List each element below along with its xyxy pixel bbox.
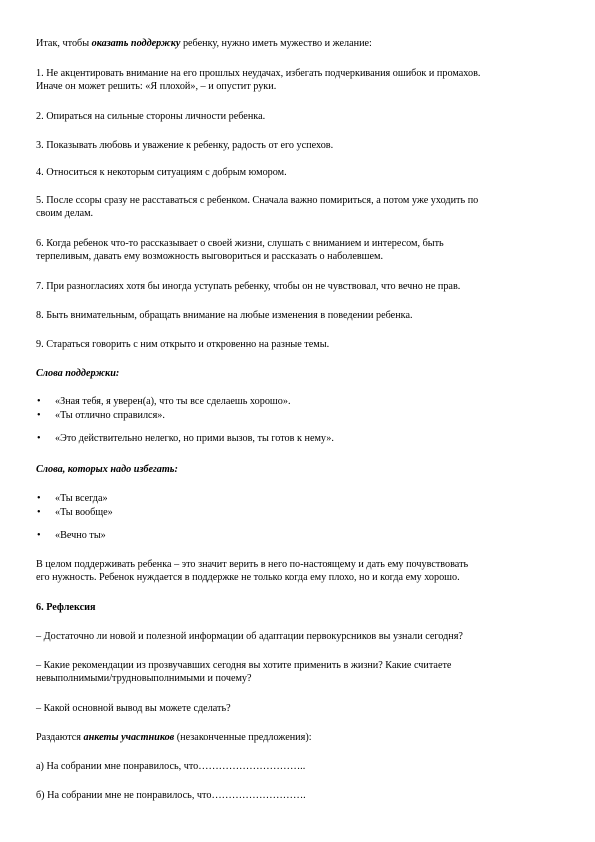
list-item-9 (36, 338, 558, 351)
support-word-text: «Зная тебя, я уверен(а), что ты все сделаешь хорошо». (55, 396, 291, 407)
avoid-word-text: «Ты вообще» (55, 507, 113, 518)
list-item-6 (36, 237, 558, 263)
list-item-9-text: 9. Стараться говорить с ним открыто и откровенно на разные темы. (36, 339, 330, 350)
list-item-8 (36, 309, 558, 322)
reflection-question-1: – Достаточно ли новой и полезной информации об адаптации первокурсников вы узнали сегодня? (36, 631, 463, 642)
avoid-heading: Слова, которых надо избегать: (36, 464, 178, 475)
questionnaire-intro-after: (незаконченные предложения): (174, 732, 312, 743)
list-item-6-line2: терпеливым, давать ему возможность выговориться и рассказать о наболевшем. (36, 251, 384, 262)
avoid-word-item (37, 529, 106, 542)
list-item-4 (36, 166, 558, 179)
conclusion-line1: В целом поддерживать ребенка – это значит верить в него по-настоящему и дать ему почувствовать (36, 559, 469, 570)
list-item-5 (36, 194, 558, 220)
bullet-icon: • (37, 530, 41, 541)
list-item-5-line1: 5. После ссоры сразу не расставаться с ребенком. Сначала важно помириться, а потом уже уходить по (36, 195, 479, 206)
list-item-1 (36, 67, 558, 93)
support-word-item (37, 432, 334, 445)
conclusion-paragraph (36, 558, 558, 584)
questionnaire-intro (36, 731, 558, 744)
support-word-item (37, 395, 291, 408)
intro-text-after: ребенку, нужно иметь мужество и желание: (180, 38, 372, 49)
reflection-question-2 (36, 659, 558, 685)
avoid-word-text: «Вечно ты» (55, 530, 106, 541)
unfinished-sentence-a: а) На собрании мне понравилось, что………………………….. (36, 761, 306, 772)
unfinished-sentence-b: б) На собрании мне не понравилось, что………………………. (36, 790, 306, 801)
intro-paragraph (36, 37, 558, 50)
bullet-icon: • (37, 493, 41, 504)
support-word-item (37, 409, 165, 422)
bullet-icon: • (37, 507, 41, 518)
support-word-text: «Ты отлично справился». (55, 410, 165, 421)
reflection-question-2-line2: невыполнимыми/трудновыполнимыми и почему? (36, 673, 252, 684)
list-item-3 (36, 139, 558, 152)
support-word-text: «Это действительно нелегко, но прими вызов, ты готов к нему». (55, 433, 334, 444)
intro-text-before: Итак, чтобы (36, 38, 92, 49)
list-item-3-text: 3. Показывать любовь и уважение к ребенку, радость от его успехов. (36, 140, 334, 151)
conclusion-line2: его нужность. Ребенок нуждается в поддержке не только когда ему плохо, но и когда ему хорошо. (36, 572, 460, 583)
list-item-8-text: 8. Быть внимательным, обращать внимание на любые изменения в поведении ребенка. (36, 310, 413, 321)
list-item-2 (36, 110, 558, 123)
reflection-question-3: – Какой основной вывод вы можете сделать? (36, 703, 231, 714)
list-item-2-text: 2. Опираться на сильные стороны личности ребенка. (36, 111, 266, 122)
list-item-6-line1: 6. Когда ребенок что-то рассказывает о своей жизни, слушать с вниманием и интересом, быть (36, 238, 444, 249)
list-item-4-text: 4. Относиться к некоторым ситуациям с добрым юмором. (36, 167, 287, 178)
bullet-icon: • (37, 396, 41, 407)
avoid-word-item (37, 506, 113, 519)
reflection-question-2-line1: – Какие рекомендации из прозвучавших сегодня вы хотите применить в жизни? Какие считаете (36, 660, 452, 671)
questionnaire-intro-before: Раздаются (36, 732, 84, 743)
questionnaire-intro-emphasis: анкеты участников (83, 732, 175, 743)
list-item-1-line2: Иначе он может решить: «Я плохой», – и опустит руки. (36, 81, 277, 92)
avoid-word-item (37, 492, 108, 505)
list-item-1-line1: 1. Не акцентировать внимание на его прошлых неудачах, избегать подчеркивания ошибок и промахов. (36, 68, 481, 79)
support-heading: Слова поддержки: (36, 368, 120, 379)
intro-emphasis: оказать поддержку (91, 38, 181, 49)
list-item-5-line2: своим делам. (36, 208, 94, 219)
list-item-7-text: 7. При разногласиях хотя бы иногда уступать ребенку, чтобы он не чувствовал, что вечно не прав. (36, 281, 461, 292)
list-item-7 (36, 280, 558, 293)
avoid-word-text: «Ты всегда» (55, 493, 108, 504)
bullet-icon: • (37, 410, 41, 421)
bullet-icon: • (37, 433, 41, 444)
reflection-heading: 6. Рефлексия (36, 602, 96, 613)
